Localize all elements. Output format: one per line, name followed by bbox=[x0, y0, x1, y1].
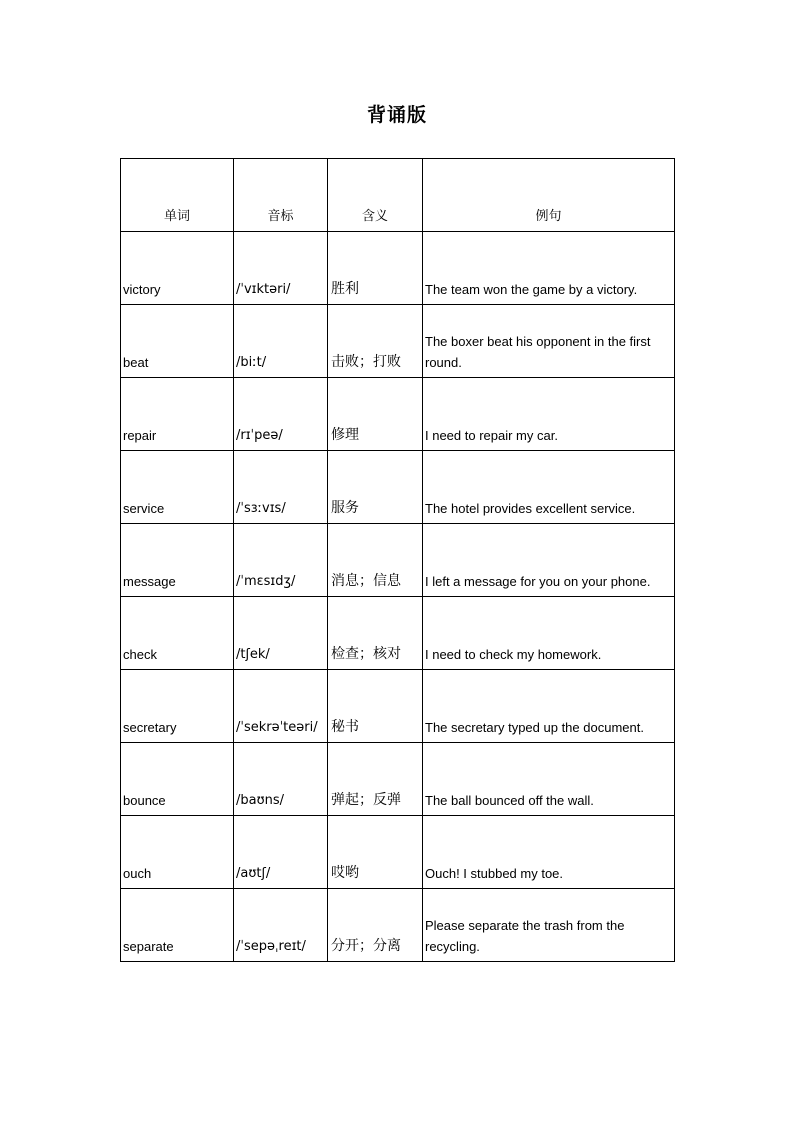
table-row bbox=[121, 597, 675, 670]
example-cell: The ball bounced off the wall. bbox=[423, 743, 675, 816]
meaning-cell: 秘书 bbox=[328, 670, 423, 743]
meaning-cell: 分开；分离 bbox=[328, 889, 423, 962]
phonetic-cell: /ˈmɛsɪdʒ/ bbox=[234, 524, 328, 597]
word-cell: repair bbox=[121, 378, 234, 451]
word-cell: victory bbox=[121, 232, 234, 305]
table-row bbox=[121, 524, 675, 597]
phonetic-cell: /tʃek/ bbox=[234, 597, 328, 670]
table-row bbox=[121, 816, 675, 889]
word-cell: bounce bbox=[121, 743, 234, 816]
phonetic-cell: /ˈsɜːvɪs/ bbox=[234, 451, 328, 524]
word-cell: service bbox=[121, 451, 234, 524]
table-row bbox=[121, 451, 675, 524]
header-example: 例句 bbox=[423, 159, 675, 232]
word-cell: beat bbox=[121, 305, 234, 378]
table-row bbox=[121, 305, 675, 378]
header-meaning: 含义 bbox=[328, 159, 423, 232]
example-cell: I left a message for you on your phone. bbox=[423, 524, 675, 597]
vocabulary-table bbox=[120, 158, 675, 962]
phonetic-cell: /aʊtʃ/ bbox=[234, 816, 328, 889]
word-cell: secretary bbox=[121, 670, 234, 743]
example-cell: Please separate the trash from the recycling. bbox=[423, 889, 675, 962]
table-row bbox=[121, 378, 675, 451]
header-word: 单词 bbox=[121, 159, 234, 232]
word-cell: separate bbox=[121, 889, 234, 962]
header-phonetic: 音标 bbox=[234, 159, 328, 232]
meaning-cell: 哎哟 bbox=[328, 816, 423, 889]
phonetic-cell: /rɪˈpeə/ bbox=[234, 378, 328, 451]
word-cell: message bbox=[121, 524, 234, 597]
page-title: 背诵版 bbox=[366, 104, 427, 126]
example-cell: The team won the game by a victory. bbox=[423, 232, 675, 305]
table-row bbox=[121, 743, 675, 816]
meaning-cell: 检查；核对 bbox=[328, 597, 423, 670]
meaning-cell: 击败；打败 bbox=[328, 305, 423, 378]
table-row bbox=[121, 670, 675, 743]
example-cell: I need to repair my car. bbox=[423, 378, 675, 451]
table-header-row bbox=[121, 159, 675, 232]
table-row bbox=[121, 232, 675, 305]
phonetic-cell: /ˈvɪktəri/ bbox=[234, 232, 328, 305]
meaning-cell: 消息；信息 bbox=[328, 524, 423, 597]
phonetic-cell: /ˈsekrəˈteəri/ bbox=[234, 670, 328, 743]
word-cell: check bbox=[121, 597, 234, 670]
meaning-cell: 服务 bbox=[328, 451, 423, 524]
example-cell: Ouch! I stubbed my toe. bbox=[423, 816, 675, 889]
meaning-cell: 弹起；反弹 bbox=[328, 743, 423, 816]
word-cell: ouch bbox=[121, 816, 234, 889]
meaning-cell: 胜利 bbox=[328, 232, 423, 305]
phonetic-cell: /baʊns/ bbox=[234, 743, 328, 816]
meaning-cell: 修理 bbox=[328, 378, 423, 451]
phonetic-cell: /ˈsepəˌreɪt/ bbox=[234, 889, 328, 962]
example-cell: The hotel provides excellent service. bbox=[423, 451, 675, 524]
phonetic-cell: /biːt/ bbox=[234, 305, 328, 378]
example-cell: The boxer beat his opponent in the first round. bbox=[423, 305, 675, 378]
example-cell: I need to check my homework. bbox=[423, 597, 675, 670]
table-row bbox=[121, 889, 675, 962]
example-cell: The secretary typed up the document. bbox=[423, 670, 675, 743]
